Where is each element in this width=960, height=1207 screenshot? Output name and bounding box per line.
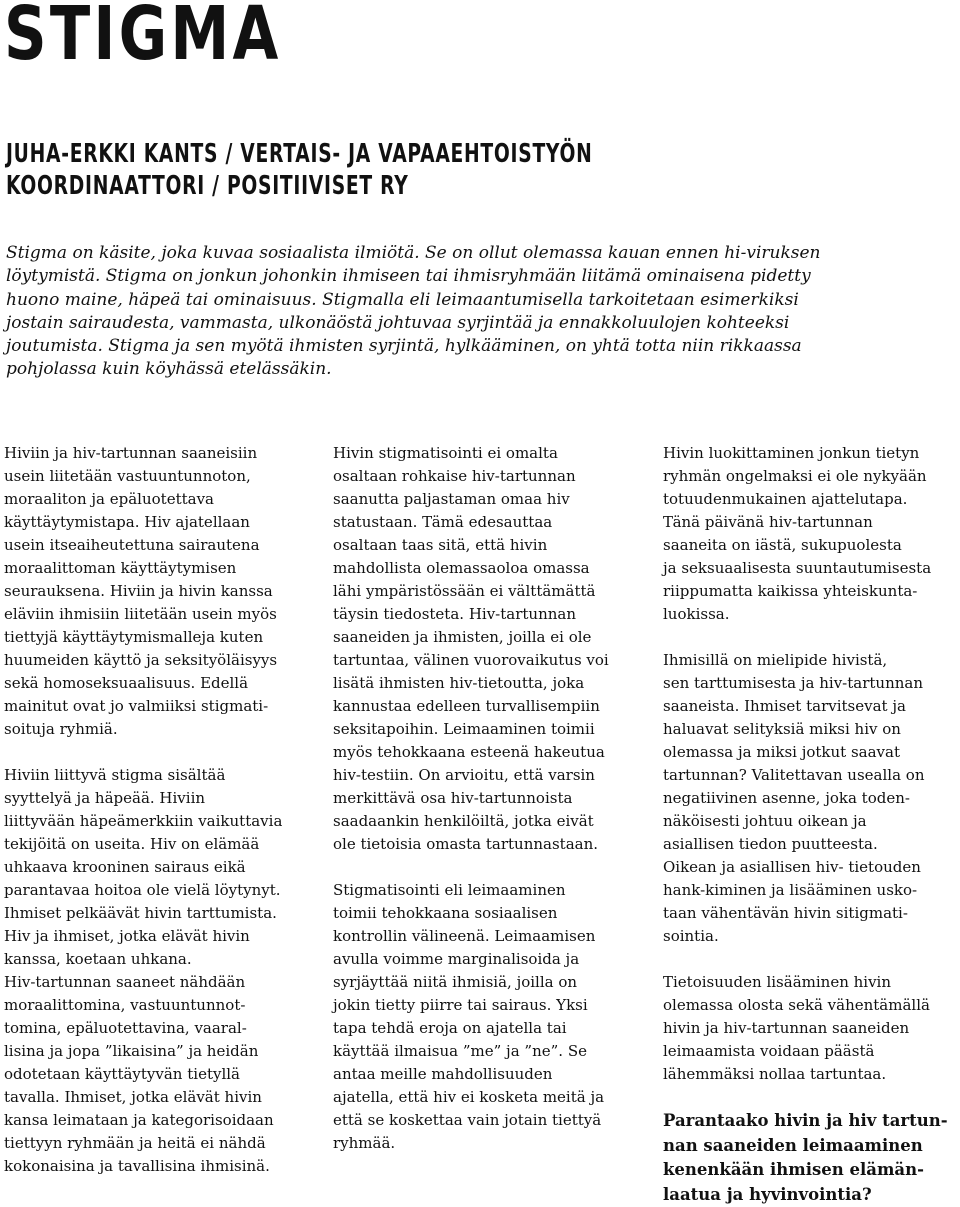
text-line: Stigmatisointi eli leimaaminen — [333, 879, 609, 902]
text-line: Hiv-tartunnan saaneet nähdään — [4, 971, 282, 994]
intro-line: löytymistä. Stigma on jonkun johonkin ihmiseen tai ihmisryhmään liitämä ominaisena pidetty — [6, 265, 956, 288]
paragraph — [4, 764, 282, 1178]
intro-line: joutumista. Stigma ja sen myötä ihmisten syrjintä, hylkääminen, on yhtä totta niin rikkaassa — [6, 335, 956, 358]
text-line: saaneita on iästä, sukupuolesta — [663, 534, 948, 557]
intro-line: pohjolassa kuin köyhässä etelässäkin. — [6, 358, 956, 381]
text-line: tapa tehdä eroja on ajatella tai — [333, 1017, 609, 1040]
text-line: liittyvään häpeämerkkiin vaikuttavia — [4, 810, 282, 833]
text-line: Hivin luokittaminen jonkun tietyn — [663, 442, 948, 465]
text-line: negatiivinen asenne, joka toden- — [663, 787, 948, 810]
text-line: mainitut ovat jo valmiiksi stigmati- — [4, 695, 282, 718]
text-line: usein itseaiheutettuna sairautena — [4, 534, 282, 557]
text-line: seurauksena. Hiviin ja hivin kanssa — [4, 580, 282, 603]
text-line: odotetaan käyttäytyvän tietyllä — [4, 1063, 282, 1086]
text-line: ryhmän ongelmaksi ei ole nykyään — [663, 465, 948, 488]
text-line: lisina ja jopa ”likaisina” ja heidän — [4, 1040, 282, 1063]
text-line: olemassa olosta sekä vähentämällä — [663, 994, 948, 1017]
text-line: olemassa ja miksi jotkut saavat — [663, 741, 948, 764]
text-line: tomina, epäluotettavina, vaaral- — [4, 1017, 282, 1040]
text-line: antaa meille mahdollisuuden — [333, 1063, 609, 1086]
text-line: Hivin stigmatisointi ei omalta — [333, 442, 609, 465]
text-line: tartuntaa, välinen vuorovaikutus voi — [333, 649, 609, 672]
text-line: jokin tietty piirre tai sairaus. Yksi — [333, 994, 609, 1017]
text-line: tekijöitä on useita. Hiv on elämää — [4, 833, 282, 856]
text-line: kannustaa edelleen turvallisempiin — [333, 695, 609, 718]
text-line: kenenkään ihmisen elämän- — [663, 1158, 948, 1183]
page-title: STIGMA — [4, 0, 282, 75]
text-line: tiettyjä käyttäytymismalleja kuten — [4, 626, 282, 649]
text-line: soituja ryhmiä. — [4, 718, 282, 741]
text-line: Oikean ja asiallisen hiv- tietouden — [663, 856, 948, 879]
text-line: Hiviin ja hiv-tartunnan saaneisiin — [4, 442, 282, 465]
column-1 — [4, 442, 282, 1178]
text-line: Hiviin liittyvä stigma sisältää — [4, 764, 282, 787]
text-line: laatua ja hyvinvointia? — [663, 1183, 948, 1207]
text-line: tiettyyn ryhmään ja heitä ei nähdä — [4, 1132, 282, 1155]
text-line: uhkaava krooninen sairaus eikä — [4, 856, 282, 879]
text-line: hivin ja hiv-tartunnan saaneiden — [663, 1017, 948, 1040]
text-line: Hiv ja ihmiset, jotka elävät hivin — [4, 925, 282, 948]
paragraph — [663, 649, 948, 948]
text-line: toimii tehokkaana sosiaalisen — [333, 902, 609, 925]
text-line: ole tietoisia omasta tartunnastaan. — [333, 833, 609, 856]
text-line: nan saaneiden leimaaminen — [663, 1134, 948, 1159]
author-line: JUHA-ERKKI KANTS / VERTAIS- JA VAPAAEHTOISTYÖN — [6, 138, 726, 170]
text-line: totuudenmukainen ajattelutapa. — [663, 488, 948, 511]
text-line: osaltaan taas sitä, että hivin — [333, 534, 609, 557]
paragraph-gap — [663, 626, 948, 649]
text-line: haluavat selityksiä miksi hiv on — [663, 718, 948, 741]
text-line: käyttäytymistapa. Hiv ajatellaan — [4, 511, 282, 534]
paragraph — [663, 442, 948, 626]
text-line: tavalla. Ihmiset, jotka elävät hivin — [4, 1086, 282, 1109]
text-line: statustaan. Tämä edesauttaa — [333, 511, 609, 534]
intro-line: huono maine, häpeä tai ominaisuus. Stigmalla eli leimaantumisella tarkoitetaan esimerkiksi — [6, 289, 956, 312]
column-3 — [663, 442, 948, 1207]
text-line: syrjäyttää niitä ihmisiä, joilla on — [333, 971, 609, 994]
text-line: kokonaisina ja tavallisina ihmisinä. — [4, 1155, 282, 1178]
text-line: käyttää ilmaisua ”me” ja ”ne”. Se — [333, 1040, 609, 1063]
text-line: että se koskettaa vain jotain tiettyä — [333, 1109, 609, 1132]
text-line: sointia. — [663, 925, 948, 948]
text-line: huumeiden käyttö ja seksityöläisyys — [4, 649, 282, 672]
text-line: Tietoisuuden lisääminen hivin — [663, 971, 948, 994]
text-line: sen tarttumisesta ja hiv-tartunnan — [663, 672, 948, 695]
text-line: eläviin ihmisiin liitetään usein myös — [4, 603, 282, 626]
text-line: ajatella, että hiv ei kosketa meitä ja — [333, 1086, 609, 1109]
text-line: luokissa. — [663, 603, 948, 626]
text-line: usein liitetään vastuuntunnoton, — [4, 465, 282, 488]
text-line: tartunnan? Valitettavan usealla on — [663, 764, 948, 787]
text-line: osaltaan rohkaise hiv-tartunnan — [333, 465, 609, 488]
paragraph — [4, 442, 282, 741]
text-line: taan vähentävän hivin sitigmati- — [663, 902, 948, 925]
text-line: moraalittomina, vastuuntunnot- — [4, 994, 282, 1017]
text-line: saadaankin henkilöiltä, jotka eivät — [333, 810, 609, 833]
text-line: moraaliton ja epäluotettava — [4, 488, 282, 511]
text-line: saaneista. Ihmiset tarvitsevat ja — [663, 695, 948, 718]
paragraph — [333, 442, 609, 856]
text-line: hiv-testiin. On arvioitu, että varsin — [333, 764, 609, 787]
text-line: näköisesti johtuu oikean ja — [663, 810, 948, 833]
text-line: sekä homoseksuaalisuus. Edellä — [4, 672, 282, 695]
author-byline — [6, 138, 726, 202]
paragraph-gap — [663, 948, 948, 971]
text-line: kontrollin välineenä. Leimaamisen — [333, 925, 609, 948]
text-line: mahdollista olemassaoloa omassa — [333, 557, 609, 580]
text-line: kansa leimataan ja kategorisoidaan — [4, 1109, 282, 1132]
closing-question — [663, 1109, 948, 1207]
paragraph — [333, 879, 609, 1155]
text-line: lähemmäksi nollaa tartuntaa. — [663, 1063, 948, 1086]
intro-line: jostain sairaudesta, vammasta, ulkonäöstä johtuvaa syrjintää ja ennakkoluulojen kohteeksi — [6, 312, 956, 335]
text-line: avulla voimme marginalisoida ja — [333, 948, 609, 971]
text-line: ryhmää. — [333, 1132, 609, 1155]
text-line: ja seksuaalisesta suuntautumisesta — [663, 557, 948, 580]
text-line: moraalittoman käyttäytymisen — [4, 557, 282, 580]
text-line: syyttelyä ja häpeää. Hiviin — [4, 787, 282, 810]
text-line: täysin tiedosteta. Hiv-tartunnan — [333, 603, 609, 626]
text-line: merkittävä osa hiv-tartunnoista — [333, 787, 609, 810]
intro-paragraph — [6, 242, 956, 382]
text-line: Parantaako hivin ja hiv tartun- — [663, 1109, 948, 1134]
text-line: myös tehokkaana esteenä hakeutua — [333, 741, 609, 764]
paragraph — [663, 971, 948, 1086]
paragraph-gap — [4, 741, 282, 764]
text-line: leimaamista voidaan päästä — [663, 1040, 948, 1063]
text-line: Ihmisillä on mielipide hivistä, — [663, 649, 948, 672]
intro-line: Stigma on käsite, joka kuvaa sosiaalista ilmiötä. Se on ollut olemassa kauan ennen hi-viruksen — [6, 242, 956, 265]
author-line: KOORDINAATTORI / POSITIIVISET RY — [6, 170, 726, 202]
text-line: parantavaa hoitoa ole vielä löytynyt. — [4, 879, 282, 902]
paragraph-gap — [333, 856, 609, 879]
text-line: saaneiden ja ihmisten, joilla ei ole — [333, 626, 609, 649]
text-line: riippumatta kaikissa yhteiskunta- — [663, 580, 948, 603]
paragraph-gap — [663, 1086, 948, 1109]
text-line: asiallisen tiedon puutteesta. — [663, 833, 948, 856]
text-line: Ihmiset pelkäävät hivin tarttumista. — [4, 902, 282, 925]
text-line: lähi ympäristössään ei välttämättä — [333, 580, 609, 603]
text-line: Tänä päivänä hiv-tartunnan — [663, 511, 948, 534]
column-2 — [333, 442, 609, 1155]
text-line: lisätä ihmisten hiv-tietoutta, joka — [333, 672, 609, 695]
text-line: kanssa, koetaan uhkana. — [4, 948, 282, 971]
text-line: saanutta paljastaman omaa hiv — [333, 488, 609, 511]
text-line: seksitapoihin. Leimaaminen toimii — [333, 718, 609, 741]
text-line: hank-kiminen ja lisääminen usko- — [663, 879, 948, 902]
